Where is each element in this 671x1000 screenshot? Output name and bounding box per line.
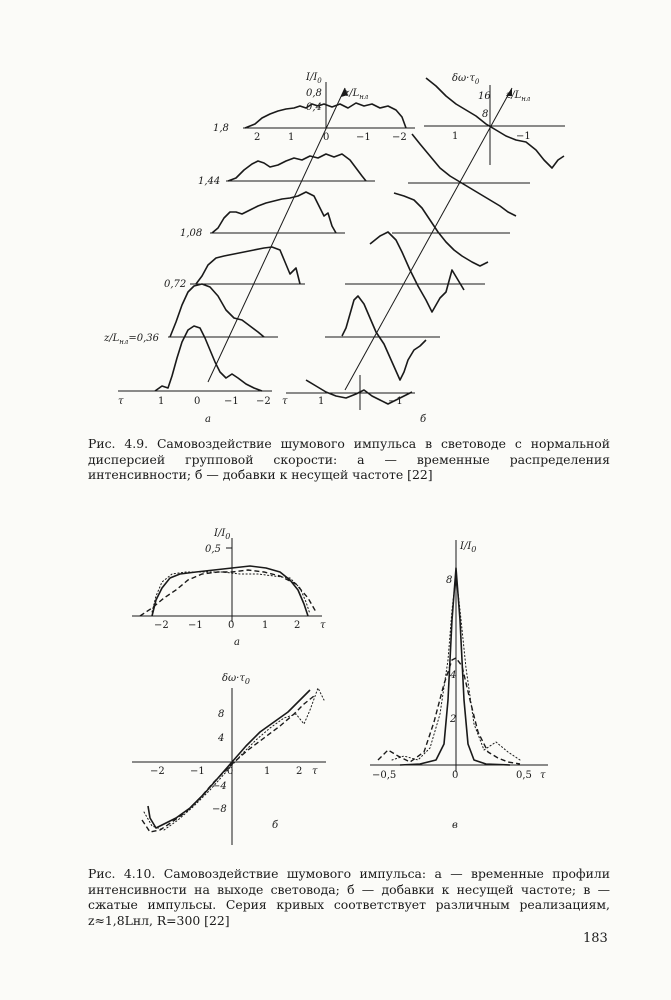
- fig49a-panel-label: а: [205, 414, 211, 425]
- fig49a-level-1: 1,8: [213, 123, 229, 134]
- fig49a-top-tick: −2: [392, 132, 407, 143]
- fig49a-curve-3: [212, 192, 336, 233]
- fig49-caption: Рис. 4.9. Самовоздействие шумового импульса в световоде с нормальной дисперсией групповой скорости: а — временные распределения интенсивности; б — добавки к несущей частоте [22]: [88, 436, 610, 482]
- fig49b-z-label: $z/L_{нл}$: [506, 90, 531, 103]
- fig49a-y-tick-1: 0,4: [306, 102, 322, 113]
- fig49a-tau: τ: [118, 396, 124, 407]
- fig49b-tau: τ: [282, 396, 288, 407]
- fig410a-x-tick: 1: [262, 620, 269, 631]
- fig410-panel-c: [370, 540, 548, 831]
- fig410c-y-label: $I/I_0$: [460, 541, 477, 554]
- fig410a-x-tick: −2: [154, 620, 169, 631]
- fig410a-panel-label: а: [234, 637, 240, 648]
- fig410b-x-tick: −1: [190, 766, 205, 777]
- fig49a-level-2: 1,44: [198, 176, 221, 187]
- fig410c-y-tick: 4: [450, 670, 457, 681]
- fig410b-curve-solid: [148, 690, 310, 828]
- fig49a-x-tick: −1: [224, 396, 239, 407]
- fig410b-y-label: $\delta\omega\cdot\tau_0$: [222, 673, 250, 686]
- fig49a-curve-2: [228, 154, 366, 181]
- fig49a-curve-4: [196, 247, 300, 284]
- fig410c-y-tick: 2: [450, 714, 457, 725]
- fig410a-curve-dashed: [140, 570, 316, 616]
- fig410b-tau: τ: [312, 766, 318, 777]
- fig49-panel-b: [282, 73, 565, 425]
- fig49b-curve-4: [370, 232, 464, 312]
- fig410a-y-label: $I/I_0$: [214, 528, 231, 541]
- fig49a-y-label: $I/I_0$: [306, 72, 322, 85]
- fig410c-y-tick: 8: [446, 575, 453, 586]
- fig49a-y-tick-0: 0,8: [306, 88, 322, 99]
- fig410c-curve-solid: [400, 568, 510, 765]
- fig49b-curve-1: [426, 78, 564, 168]
- fig49b-panel-label: б: [420, 414, 427, 425]
- fig49-panel-a: [103, 72, 415, 425]
- fig49a-x-tick: 0: [194, 396, 201, 407]
- fig410a-x-tick: 2: [294, 620, 301, 631]
- fig410b-x-tick: 2: [296, 766, 303, 777]
- fig49b-curve-3: [394, 193, 488, 266]
- fig410c-panel-label: в: [452, 820, 458, 831]
- fig410b-x-tick: 0: [227, 766, 234, 777]
- fig410a-curve-dotted: [152, 572, 310, 614]
- fig410-panel-b: [132, 673, 326, 845]
- fig410a-tau: τ: [320, 620, 326, 631]
- fig49b-top-tick: −1: [516, 131, 531, 142]
- fig410a-x-tick: 0: [228, 620, 235, 631]
- fig410a-y-tick: 0,5: [205, 544, 221, 555]
- fig49b-curve-5: [342, 296, 426, 380]
- fig410b-y-tick: 8: [218, 709, 225, 720]
- fig410b-x-tick: −2: [150, 766, 165, 777]
- fig49b-x-tick: 1: [318, 396, 325, 407]
- fig410-panel-a: [132, 528, 326, 648]
- fig410b-panel-label: б: [272, 820, 279, 831]
- fig410c-x-tick: 0,5: [516, 770, 532, 781]
- fig49a-x-tick: −2: [256, 396, 271, 407]
- fig410c-tau: τ: [540, 770, 546, 781]
- fig49a-level-4: 0,72: [164, 279, 187, 290]
- fig49b-x-tick: −1: [388, 396, 403, 407]
- fig49a-top-ticks: [254, 132, 407, 143]
- fig410b-x-tick: 1: [264, 766, 271, 777]
- fig49a-top-tick: 1: [288, 132, 295, 143]
- fig410c-x-tick: 0: [452, 770, 459, 781]
- fig49a-z-label: $z/L_{нл}$: [344, 88, 369, 101]
- fig49a-top-tick: −1: [356, 132, 371, 143]
- fig49a-top-tick: 2: [254, 132, 261, 143]
- fig410b-y-tick: 4: [218, 733, 225, 744]
- fig49b-y-label: $\delta\omega\cdot\tau_0$: [452, 73, 480, 86]
- fig49a-level-3: 1,08: [180, 228, 203, 239]
- fig410a-x-tick: −1: [188, 620, 203, 631]
- fig410c-x-tick: −0,5: [372, 770, 397, 781]
- fig49b-top-tick: 1: [452, 131, 459, 142]
- fig49a-top-tick: 0: [323, 132, 330, 143]
- page-number: 183: [583, 931, 608, 946]
- fig410b-y-tick: −8: [212, 804, 227, 815]
- fig410b-y-tick: −4: [212, 781, 227, 792]
- fig49b-y-tick-1: 8: [482, 109, 489, 120]
- fig49b-y-tick-0: 16: [478, 91, 491, 102]
- fig49a-bottom-level: $z/L_{нл}=0,36$: [104, 333, 160, 346]
- fig410-caption: Рис. 4.10. Самовоздействие шумового импульса: а — временные профили интенсивности на выходе световода; б — добавки к несущей частоте; в — сжатые импульсы. Серия кривых соответствует различным реализациям, z≈1,8Lнл, R=300 [22]: [88, 866, 610, 928]
- fig49a-x-tick: 1: [158, 396, 165, 407]
